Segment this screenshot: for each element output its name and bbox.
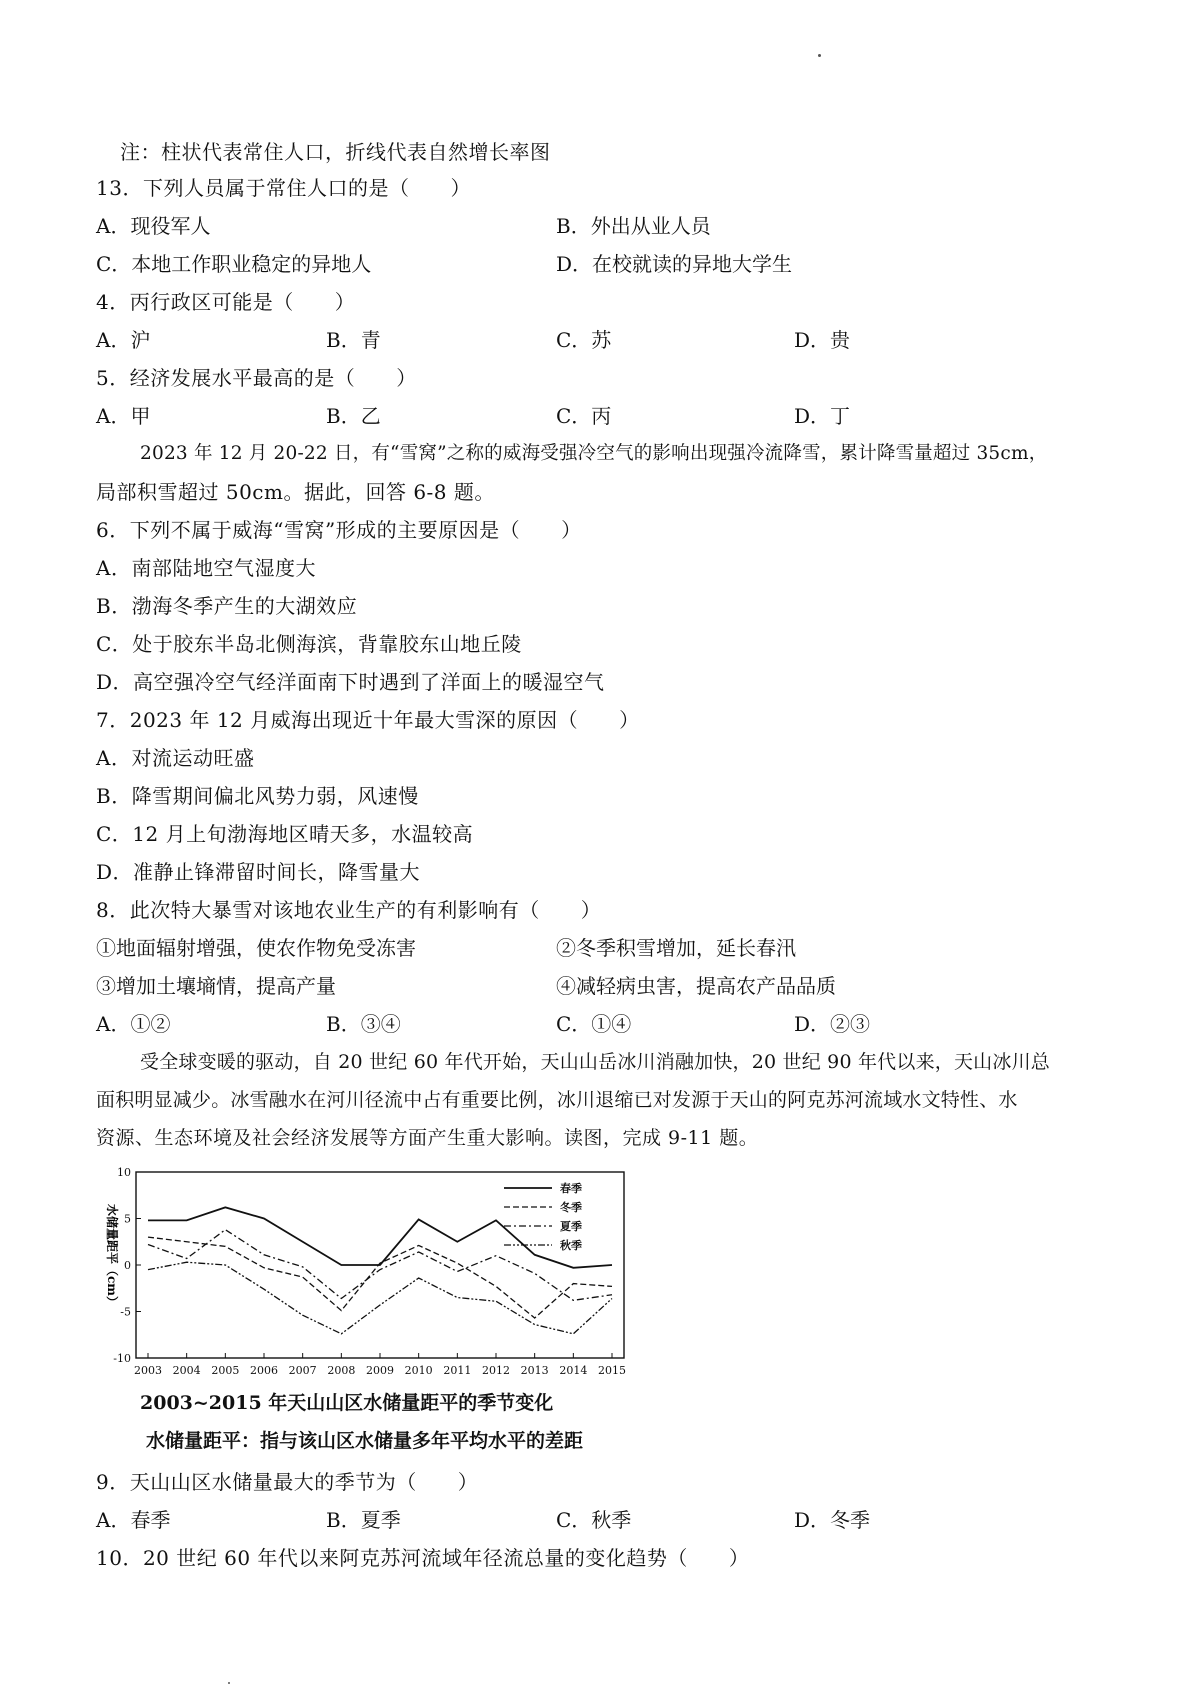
q5-option-c: C．丙 [556, 404, 612, 428]
q6-option-a: A．南部陆地空气湿度大 [96, 556, 316, 580]
chart-ylabel: 水储量距平（cm） [105, 1203, 119, 1309]
q7-option-c: C．12 月上旬渤海地区晴天多，水温较高 [96, 822, 474, 846]
x-tick-label: 2003 [134, 1364, 162, 1377]
q8-item-2: ②冬季积雪增加，延长春汛 [556, 936, 796, 960]
water-storage-chart [92, 1160, 652, 1386]
q7-option-a: A．对流运动旺盛 [96, 746, 255, 770]
x-tick-label: 2013 [520, 1364, 549, 1377]
passage1-line2: 局部积雪超过 50cm。据此，回答 6-8 题。 [96, 480, 495, 504]
passage2-line1: 受全球变暖的驱动，自 20 世纪 60 年代开始，天山山岳冰川消融加快，20 世纪 90 年代以来，天山冰川总 [140, 1051, 1050, 1073]
legend-label-4: 秋季 [560, 1239, 582, 1252]
legend-label-2: 冬季 [560, 1201, 582, 1214]
q9-stem: 9．天山山区水储量最大的季节为（ ） [96, 1470, 479, 1494]
q13-option-b: B．外出从业人员 [556, 214, 711, 238]
q4-option-a: A．沪 [96, 328, 151, 352]
q5-option-a: A．甲 [96, 404, 151, 428]
q13-option-a: A．现役军人 [96, 214, 211, 238]
q6-option-c: C．处于胶东半岛北侧海滨，背靠胶东山地丘陵 [96, 632, 522, 656]
q8-item-4: ④减轻病虫害，提高农产品品质 [556, 974, 836, 998]
x-tick-label: 2012 [482, 1364, 510, 1377]
series-line-4 [148, 1262, 612, 1334]
y-tick-label: 0 [124, 1259, 131, 1272]
passage2-line3: 资源、生态环境及社会经济发展等方面产生重大影响。读图，完成 9-11 题。 [96, 1127, 759, 1149]
q7-stem: 7．2023 年 12 月威海出现近十年最大雪深的原因（ ） [96, 708, 640, 732]
q6-option-d: D．高空强冷空气经洋面南下时遇到了洋面上的暖湿空气 [96, 670, 605, 694]
q6-option-b: B．渤海冬季产生的大湖效应 [96, 594, 358, 618]
y-tick-label: 10 [117, 1166, 131, 1179]
q5-stem: 5．经济发展水平最高的是（ ） [96, 366, 417, 390]
q13-option-d: D．在校就读的异地大学生 [556, 252, 793, 276]
q4-option-b: B．青 [326, 328, 381, 352]
q4-option-d: D．贵 [794, 328, 851, 352]
x-tick-label: 2010 [404, 1364, 433, 1377]
q4-option-c: C．苏 [556, 328, 612, 352]
q5-option-b: B．乙 [326, 404, 381, 428]
x-tick-label: 2008 [327, 1364, 356, 1377]
x-tick-label: 2007 [288, 1364, 317, 1377]
passage1-line1: 2023 年 12 月 20-22 日，有“雪窝”之称的威海受强冷空气的影响出现强冷流降雪，累计降雪量超过 35cm， [140, 443, 1048, 464]
scan-speck [228, 1682, 230, 1684]
chart-note: 水储量距平：指与该山区水储量多年平均水平的差距 [146, 1430, 584, 1452]
q8-stem: 8．此次特大暴雪对该地农业生产的有利影响有（ ） [96, 898, 602, 922]
q9-option-b: B．夏季 [326, 1508, 401, 1532]
q4-stem: 4．丙行政区可能是（ ） [96, 290, 356, 314]
q6-stem: 6．下列不属于威海“雪窝”形成的主要原因是（ ） [96, 518, 582, 542]
x-tick-label: 2011 [443, 1364, 472, 1377]
q9-option-d: D．冬季 [794, 1508, 871, 1532]
q10-stem: 10．20 世纪 60 年代以来阿克苏河流域年径流总量的变化趋势（ ） [96, 1546, 750, 1570]
chart-caption: 2003~2015 年天山山区水储量距平的季节变化 [140, 1392, 554, 1414]
scan-speck [818, 54, 821, 57]
q7-option-d: D．准静止锋滞留时间长，降雪量大 [96, 860, 421, 884]
q5-option-d: D．丁 [794, 404, 851, 428]
q8-option-d: D．②③ [794, 1012, 871, 1036]
x-tick-label: 2014 [559, 1364, 588, 1377]
passage2-line2: 面积明显减少。冰雪融水在河川径流中占有重要比例，冰川退缩已对发源于天山的阿克苏河流域水文特性、水 [96, 1089, 1018, 1111]
q9-option-a: A．春季 [96, 1508, 171, 1532]
legend-label-1: 春季 [560, 1182, 582, 1195]
q13-stem: 13．下列人员属于常住人口的是（ ） [96, 176, 471, 200]
series-line-1 [148, 1207, 612, 1267]
q8-item-1: ①地面辐射增强，使农作物免受冻害 [96, 936, 416, 960]
q9-option-c: C．秋季 [556, 1508, 632, 1532]
y-tick-label: 5 [124, 1212, 131, 1226]
legend-label-3: 夏季 [560, 1220, 582, 1233]
q8-item-3: ③增加土壤墒情，提高产量 [96, 974, 336, 998]
note-top: 注：柱状代表常住人口，折线代表自然增长率图 [120, 140, 551, 164]
x-tick-label: 2006 [250, 1364, 278, 1377]
series-line-2 [148, 1237, 612, 1318]
q8-option-a: A．①② [96, 1012, 171, 1036]
y-tick-label: -5 [120, 1305, 131, 1319]
q8-option-c: C．①④ [556, 1012, 632, 1036]
q8-option-b: B．③④ [326, 1012, 401, 1036]
x-tick-label: 2009 [366, 1364, 394, 1377]
y-tick-label: -10 [113, 1352, 131, 1365]
q7-option-b: B．降雪期间偏北风势力弱，风速慢 [96, 784, 419, 808]
x-tick-label: 2015 [598, 1364, 626, 1377]
x-tick-label: 2005 [211, 1364, 240, 1377]
x-tick-label: 2004 [172, 1364, 201, 1377]
q13-option-c: C．本地工作职业稳定的异地人 [96, 252, 372, 276]
